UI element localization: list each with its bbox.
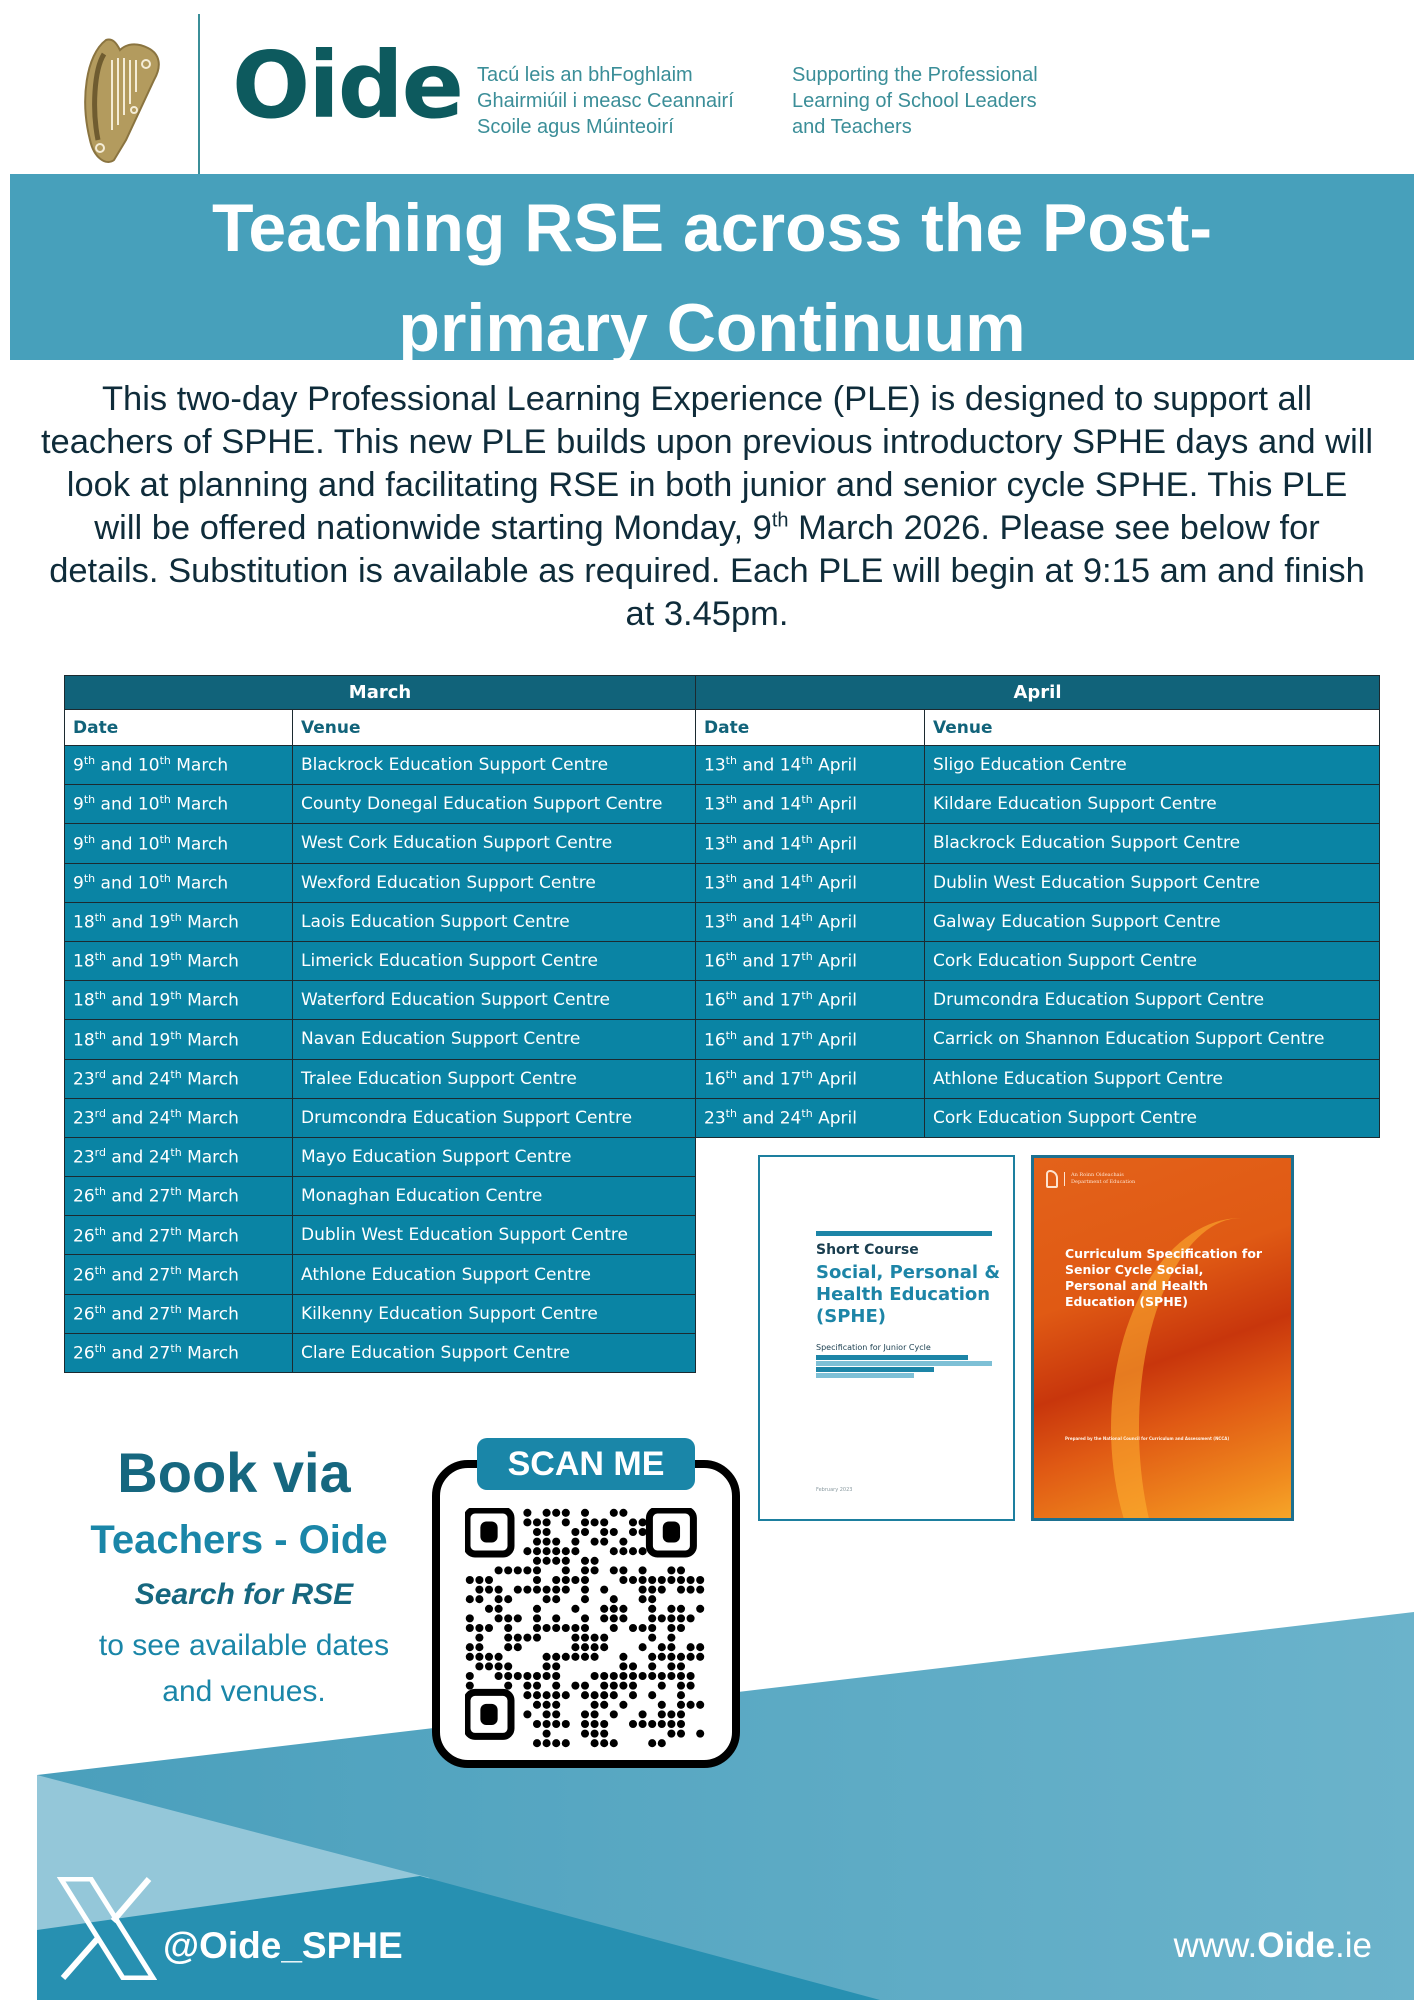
date-cell: 18th and 19th March xyxy=(65,981,293,1020)
intro-text-a: This two-day Professional Learning Experience (PLE) is designed to support all teachers of SPHE. This new PLE builds upon previous introductory SPHE days and will look at planning and facilitating RSE in both junior and senior cycle SPHE. This PLE will be offered nationwide starting Monday, 9 xyxy=(40,380,1374,547)
ordinal-suffix: th xyxy=(94,1302,106,1316)
day-2: 14 xyxy=(779,834,802,855)
day-2: 10 xyxy=(137,755,160,776)
day-2: 24 xyxy=(148,1069,171,1090)
month-name: April xyxy=(818,912,857,933)
page-title xyxy=(10,178,1414,378)
date-cell: 26th and 27th March xyxy=(65,1294,293,1333)
date-cell: 16th and 17th April xyxy=(696,1020,925,1059)
day-2: 14 xyxy=(779,912,802,933)
day-2: 24 xyxy=(779,1108,802,1129)
ordinal-suffix: th xyxy=(94,1185,106,1199)
date-cell: 23rd and 24th March xyxy=(65,1059,293,1098)
day-2: 27 xyxy=(148,1186,171,1207)
venue-cell: Dublin West Education Support Centre xyxy=(293,1216,696,1255)
table-row xyxy=(65,1177,696,1216)
ordinal-suffix: th xyxy=(170,1342,182,1356)
month-name: March xyxy=(176,795,229,816)
ordinal-suffix: th xyxy=(170,911,182,925)
month-name: March xyxy=(187,1147,239,1168)
ordinal-suffix: th xyxy=(170,1146,182,1160)
venue-cell: Kilkenny Education Support Centre xyxy=(293,1294,696,1333)
month-name: March xyxy=(187,1108,239,1129)
cover-rule xyxy=(816,1367,934,1372)
day-2: 24 xyxy=(148,1147,171,1168)
month-name: April xyxy=(818,1108,857,1129)
month-name: March xyxy=(187,1265,239,1286)
table-row xyxy=(696,1059,1380,1098)
day-1: 18 xyxy=(73,991,95,1012)
intro-text-b: March 2026. Please see below for details. Substitution is available as required. Each PLE will begin at 9:15 am and finish at 3.45pm. xyxy=(49,509,1365,633)
table-row xyxy=(696,941,1380,980)
day-2: 14 xyxy=(779,873,802,894)
website-prefix: www. xyxy=(1173,1926,1258,1965)
march-schedule-table xyxy=(64,675,696,1373)
ordinal-suffix: th xyxy=(170,1263,182,1277)
ordinal-suffix: th xyxy=(170,1302,182,1316)
social-handle-link[interactable]: @Oide_SPHE xyxy=(163,1925,403,1966)
table-row xyxy=(696,746,1380,785)
table-row xyxy=(65,1059,696,1098)
day-1: 16 xyxy=(704,1069,726,1090)
day-2: 27 xyxy=(148,1226,171,1247)
intro-sup: th xyxy=(771,509,789,532)
booking-platform-link[interactable]: Teachers - Oide xyxy=(90,1518,388,1562)
booking-description-line: and venues. xyxy=(162,1675,326,1708)
venue-cell: Navan Education Support Centre xyxy=(293,1020,696,1059)
ordinal-suffix: th xyxy=(94,1028,106,1042)
month-name: March xyxy=(176,834,229,855)
day-2: 14 xyxy=(779,755,802,776)
ordinal-suffix: th xyxy=(170,1106,182,1120)
venue-cell: Sligo Education Centre xyxy=(925,746,1380,785)
date-cell: 26th and 27th March xyxy=(65,1177,293,1216)
oide-logo-word: Oide xyxy=(232,32,462,139)
date-cell: 23rd and 24th March xyxy=(65,1137,293,1176)
date-cell: 9th and 10th March xyxy=(65,746,293,785)
ordinal-suffix: th xyxy=(159,832,171,846)
logo-divider xyxy=(198,14,200,174)
ordinal-suffix: th xyxy=(725,989,737,1003)
date-cell: 26th and 27th March xyxy=(65,1216,293,1255)
table-row xyxy=(65,941,696,980)
tagline-irish-line: Scoile agus Múinteoirí xyxy=(477,116,674,138)
month-name: April xyxy=(818,991,857,1012)
table-row xyxy=(696,863,1380,902)
table-row xyxy=(65,1333,696,1372)
ordinal-suffix: rd xyxy=(94,1106,106,1120)
table-row xyxy=(65,785,696,824)
ordinal-suffix: th xyxy=(801,754,813,768)
month-name: April xyxy=(818,795,857,816)
ordinal-suffix: th xyxy=(83,832,96,846)
ordinal-suffix: rd xyxy=(94,1146,106,1160)
venue-cell: Clare Education Support Centre xyxy=(293,1333,696,1372)
ordinal-suffix: th xyxy=(94,911,106,925)
venue-cell: Cork Education Support Centre xyxy=(925,941,1380,980)
cover-rule xyxy=(816,1373,914,1378)
month-name: March xyxy=(187,1186,239,1207)
table-row xyxy=(696,1020,1380,1059)
venue-cell: Blackrock Education Support Centre xyxy=(293,746,696,785)
tagline-irish xyxy=(477,62,734,140)
qr-code[interactable] xyxy=(465,1508,705,1748)
ordinal-suffix: th xyxy=(801,1106,813,1120)
website-link[interactable] xyxy=(1174,1926,1372,1966)
column-header-date: Date xyxy=(65,710,293,746)
day-2: 19 xyxy=(148,912,171,933)
day-1: 13 xyxy=(704,873,726,894)
venue-cell: Cork Education Support Centre xyxy=(925,1098,1380,1137)
month-name: March xyxy=(187,1343,239,1364)
month-header-march: March xyxy=(65,676,696,710)
booking-description-line: to see available dates xyxy=(98,1629,390,1662)
table-row xyxy=(65,1098,696,1137)
cover-title: Social, Personal & Health Education (SPHE) xyxy=(816,1262,1001,1327)
tagline-english xyxy=(792,62,1038,140)
day-2: 10 xyxy=(137,795,160,816)
day-1: 18 xyxy=(73,912,95,933)
harp-emblem-icon xyxy=(76,30,168,170)
ordinal-suffix: th xyxy=(83,754,96,768)
table-row xyxy=(696,824,1380,863)
venue-cell: Carrick on Shannon Education Support Centre xyxy=(925,1020,1380,1059)
date-cell: 16th and 17th April xyxy=(696,981,925,1020)
ordinal-suffix: th xyxy=(725,871,737,885)
day-1: 16 xyxy=(704,991,726,1012)
cover-kicker: Short Course xyxy=(816,1242,919,1258)
day-1: 13 xyxy=(704,795,726,816)
date-cell: 23rd and 24th March xyxy=(65,1098,293,1137)
day-1: 16 xyxy=(704,1030,726,1051)
ordinal-suffix: th xyxy=(801,832,813,846)
day-1: 13 xyxy=(704,912,726,933)
day-2: 24 xyxy=(148,1108,171,1129)
april-schedule-table xyxy=(695,675,1380,1138)
venue-cell: Waterford Education Support Centre xyxy=(293,981,696,1020)
dept-line: Department of Education xyxy=(1071,1179,1136,1185)
venue-cell: West Cork Education Support Centre xyxy=(293,824,696,863)
ordinal-suffix: th xyxy=(83,871,96,885)
table-row xyxy=(696,981,1380,1020)
ordinal-suffix: th xyxy=(94,950,106,964)
day-1: 9 xyxy=(73,873,84,894)
date-cell: 18th and 19th March xyxy=(65,1020,293,1059)
day-1: 13 xyxy=(704,755,726,776)
ordinal-suffix: th xyxy=(170,1185,182,1199)
table-row xyxy=(65,981,696,1020)
ordinal-suffix: th xyxy=(801,911,813,925)
column-header-date: Date xyxy=(696,710,925,746)
day-1: 26 xyxy=(73,1186,95,1207)
month-name: March xyxy=(187,1030,239,1051)
venue-cell: Kildare Education Support Centre xyxy=(925,785,1380,824)
ordinal-suffix: th xyxy=(801,950,813,964)
month-name: March xyxy=(176,755,229,776)
date-cell: 13th and 14th April xyxy=(696,863,925,902)
month-name: April xyxy=(818,873,857,894)
venue-cell: Blackrock Education Support Centre xyxy=(925,824,1380,863)
day-1: 13 xyxy=(704,834,726,855)
ordinal-suffix: th xyxy=(725,911,737,925)
venue-cell: Dublin West Education Support Centre xyxy=(925,863,1380,902)
venue-cell: Athlone Education Support Centre xyxy=(925,1059,1380,1098)
ordinal-suffix: rd xyxy=(94,1067,106,1081)
venue-cell: County Donegal Education Support Centre xyxy=(293,785,696,824)
search-instruction: Search for RSE xyxy=(134,1578,354,1611)
cover-subtitle: Specification for Junior Cycle xyxy=(816,1343,931,1352)
scan-me-label: SCAN ME xyxy=(477,1438,695,1490)
venue-cell: Monaghan Education Centre xyxy=(293,1177,696,1216)
ordinal-suffix: th xyxy=(801,793,813,807)
venue-cell: Limerick Education Support Centre xyxy=(293,941,696,980)
table-row xyxy=(65,1216,696,1255)
day-2: 19 xyxy=(148,1030,171,1051)
table-row xyxy=(65,1255,696,1294)
table-row xyxy=(696,1098,1380,1137)
date-cell: 13th and 14th April xyxy=(696,902,925,941)
ordinal-suffix: th xyxy=(725,793,737,807)
april-rows xyxy=(696,746,1380,1138)
day-1: 9 xyxy=(73,834,84,855)
date-cell: 23th and 24th April xyxy=(696,1098,925,1137)
ordinal-suffix: th xyxy=(170,1067,182,1081)
website-suffix: .ie xyxy=(1335,1926,1372,1965)
day-1: 9 xyxy=(73,795,84,816)
tagline-english-line: Learning of School Leaders xyxy=(792,90,1037,112)
ordinal-suffix: th xyxy=(94,989,106,1003)
day-2: 10 xyxy=(137,834,160,855)
ordinal-suffix: th xyxy=(725,1106,737,1120)
date-cell: 18th and 19th March xyxy=(65,902,293,941)
cover-date: February 2023 xyxy=(816,1487,853,1493)
day-1: 23 xyxy=(704,1108,726,1129)
table-row xyxy=(65,824,696,863)
date-cell: 9th and 10th March xyxy=(65,863,293,902)
ordinal-suffix: th xyxy=(170,1028,182,1042)
ordinal-suffix: th xyxy=(170,1224,182,1238)
ordinal-suffix: th xyxy=(725,1067,737,1081)
day-2: 10 xyxy=(137,873,160,894)
month-name: April xyxy=(818,951,857,972)
date-cell: 13th and 14th April xyxy=(696,785,925,824)
day-2: 17 xyxy=(779,1030,802,1051)
month-name: April xyxy=(818,1069,857,1090)
ordinal-suffix: th xyxy=(94,1224,106,1238)
venue-cell: Tralee Education Support Centre xyxy=(293,1059,696,1098)
booking-description xyxy=(64,1623,424,1715)
day-2: 17 xyxy=(779,951,802,972)
ordinal-suffix: th xyxy=(159,871,171,885)
website-brand: Oide xyxy=(1257,1926,1336,1965)
ordinal-suffix: th xyxy=(725,832,737,846)
tagline-english-line: and Teachers xyxy=(792,116,912,138)
date-cell: 18th and 19th March xyxy=(65,941,293,980)
day-1: 23 xyxy=(73,1108,95,1129)
ordinal-suffix: th xyxy=(159,793,171,807)
day-1: 18 xyxy=(73,1030,95,1051)
day-2: 19 xyxy=(148,991,171,1012)
cover-prepared-by: Prepared by the National Council for Curriculum and Assessment (NCCA) xyxy=(1065,1436,1230,1441)
date-cell: 16th and 17th April xyxy=(696,1059,925,1098)
venue-cell: Athlone Education Support Centre xyxy=(293,1255,696,1294)
date-cell: 9th and 10th March xyxy=(65,824,293,863)
column-header-venue: Venue xyxy=(925,710,1380,746)
table-row xyxy=(65,1137,696,1176)
table-row xyxy=(65,902,696,941)
tagline-irish-line: Tacú leis an bhFoghlaim xyxy=(477,64,693,86)
venue-cell: Drumcondra Education Support Centre xyxy=(925,981,1380,1020)
day-1: 16 xyxy=(704,951,726,972)
date-cell: 16th and 17th April xyxy=(696,941,925,980)
ordinal-suffix: th xyxy=(801,871,813,885)
harp-emblem-icon xyxy=(1046,1170,1058,1188)
cover-title: Curriculum Specification for Senior Cycle Social, Personal and Health Education (SPHE) xyxy=(1065,1246,1263,1309)
day-1: 23 xyxy=(73,1147,95,1168)
cover-rule xyxy=(816,1231,992,1236)
cover-rule xyxy=(816,1361,992,1366)
department-label xyxy=(1064,1172,1135,1186)
ordinal-suffix: th xyxy=(801,1067,813,1081)
dept-line: An Roinn Oideachais xyxy=(1071,1172,1124,1178)
day-2: 27 xyxy=(148,1265,171,1286)
day-1: 26 xyxy=(73,1343,95,1364)
month-name: March xyxy=(187,1304,239,1325)
day-2: 19 xyxy=(148,951,171,972)
day-2: 17 xyxy=(779,991,802,1012)
date-cell: 13th and 14th April xyxy=(696,824,925,863)
month-name: March xyxy=(176,873,229,894)
month-name: March xyxy=(187,951,239,972)
page-title-line-1: Teaching RSE across the Post- xyxy=(211,190,1213,266)
cover-rule xyxy=(816,1355,968,1360)
march-rows xyxy=(65,746,696,1373)
ordinal-suffix: th xyxy=(725,1028,737,1042)
table-row xyxy=(696,902,1380,941)
book-via-heading: Book via xyxy=(117,1441,351,1504)
day-2: 27 xyxy=(148,1343,171,1364)
month-name: April xyxy=(818,1030,857,1051)
column-header-venue: Venue xyxy=(293,710,696,746)
day-2: 14 xyxy=(779,795,802,816)
venue-cell: Drumcondra Education Support Centre xyxy=(293,1098,696,1137)
day-1: 9 xyxy=(73,755,84,776)
ordinal-suffix: th xyxy=(83,793,96,807)
table-row xyxy=(696,785,1380,824)
day-2: 27 xyxy=(148,1304,171,1325)
table-row xyxy=(65,1020,696,1059)
ordinal-suffix: th xyxy=(94,1342,106,1356)
day-1: 26 xyxy=(73,1265,95,1286)
day-1: 18 xyxy=(73,951,95,972)
ordinal-suffix: th xyxy=(801,989,813,1003)
venue-cell: Wexford Education Support Centre xyxy=(293,863,696,902)
day-2: 17 xyxy=(779,1069,802,1090)
junior-cycle-spec-cover xyxy=(758,1155,1015,1521)
day-1: 23 xyxy=(73,1069,95,1090)
ordinal-suffix: th xyxy=(94,1263,106,1277)
month-name: March xyxy=(187,991,239,1012)
table-row xyxy=(65,863,696,902)
day-1: 26 xyxy=(73,1226,95,1247)
date-cell: 9th and 10th March xyxy=(65,785,293,824)
page-title-line-2: primary Continuum xyxy=(398,290,1026,366)
logo-header xyxy=(0,0,1414,174)
venue-cell: Mayo Education Support Centre xyxy=(293,1137,696,1176)
ordinal-suffix: th xyxy=(159,754,171,768)
title-banner xyxy=(10,174,1414,366)
ordinal-suffix: th xyxy=(170,989,182,1003)
tagline-irish-line: Ghairmiúil i measc Ceannairí xyxy=(477,90,734,112)
intro-paragraph xyxy=(40,378,1374,636)
senior-cycle-spec-cover xyxy=(1031,1155,1294,1521)
venue-cell: Galway Education Support Centre xyxy=(925,902,1380,941)
ordinal-suffix: th xyxy=(725,754,737,768)
tagline-english-line: Supporting the Professional xyxy=(792,64,1038,86)
table-row xyxy=(65,746,696,785)
month-name: April xyxy=(818,755,857,776)
ordinal-suffix: th xyxy=(801,1028,813,1042)
month-name: April xyxy=(818,834,857,855)
date-cell: 26th and 27th March xyxy=(65,1255,293,1294)
month-name: March xyxy=(187,912,239,933)
month-name: March xyxy=(187,1226,239,1247)
ordinal-suffix: th xyxy=(170,950,182,964)
date-cell: 13th and 14th April xyxy=(696,746,925,785)
ordinal-suffix: th xyxy=(725,950,737,964)
month-header-april: April xyxy=(696,676,1380,710)
date-cell: 26th and 27th March xyxy=(65,1333,293,1372)
day-1: 26 xyxy=(73,1304,95,1325)
venue-cell: Laois Education Support Centre xyxy=(293,902,696,941)
month-name: March xyxy=(187,1069,239,1090)
x-logo-icon[interactable] xyxy=(57,1877,157,1980)
table-row xyxy=(65,1294,696,1333)
